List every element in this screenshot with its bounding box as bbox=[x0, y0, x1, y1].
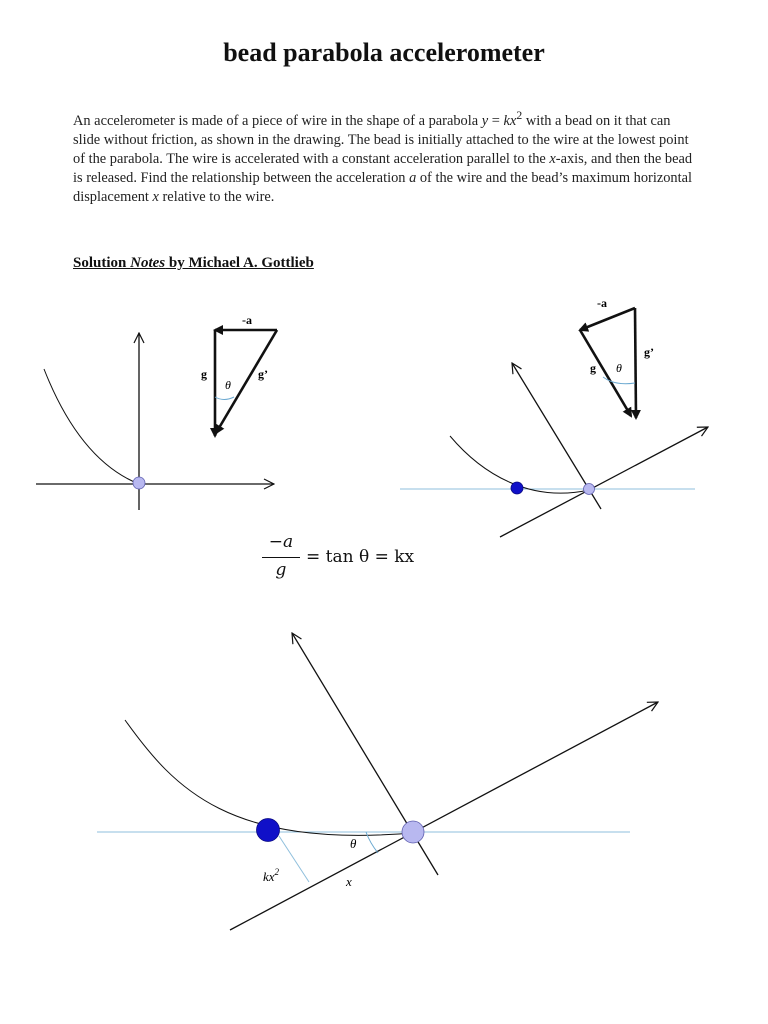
figure-rest bbox=[36, 313, 277, 510]
problem-text-1: An accelerometer is made of a piece of wire in the shape of a parabola bbox=[73, 112, 482, 129]
vector-g-prime-2 bbox=[580, 330, 631, 416]
equation-numerator: −a bbox=[268, 532, 294, 552]
kx2-exponent: 2 bbox=[274, 867, 280, 877]
equals: = bbox=[488, 112, 504, 129]
problem-text-4: of the wire and the bead’s maximum horizontal displacement bbox=[73, 169, 693, 205]
label-g: g bbox=[201, 367, 207, 381]
var-x: x bbox=[152, 188, 159, 205]
vector-g-2 bbox=[635, 308, 636, 418]
label-neg-a-2: -a bbox=[597, 296, 607, 310]
page-title: bead parabola accelerometer bbox=[223, 38, 545, 67]
bead-origin bbox=[584, 484, 595, 495]
problem-text-3: -axis, and then the bead is released. Find the relationship between the acceleration bbox=[73, 150, 693, 186]
var-kx: kx bbox=[503, 112, 517, 129]
solution-author: by Michael A. Gottlieb bbox=[165, 255, 314, 271]
figure-detail bbox=[97, 633, 658, 930]
bead-displaced bbox=[511, 482, 523, 494]
vector-neg-a-2 bbox=[580, 308, 635, 330]
label-theta-large: θ bbox=[350, 836, 357, 851]
solution-prefix: Solution bbox=[73, 255, 131, 271]
tilted-x-axis bbox=[500, 427, 708, 537]
equation-rhs: = tan θ = kx bbox=[306, 547, 415, 567]
var-y: y bbox=[481, 112, 489, 129]
problem-text-5: relative to the wire. bbox=[158, 188, 275, 205]
solution-notes: Notes bbox=[130, 255, 166, 271]
figure-accelerated bbox=[400, 296, 708, 537]
equation-denominator: g bbox=[275, 560, 287, 580]
label-theta: θ bbox=[225, 378, 231, 392]
fraction-bar bbox=[262, 557, 300, 558]
theta-arc bbox=[215, 397, 234, 400]
exponent: 2 bbox=[516, 108, 523, 122]
label-neg-a: -a bbox=[242, 313, 252, 327]
problem-text-2: with a bead on it that can slide without friction, as shown in the drawing. The bead is initially attached to the wire at the lowest point of the parabola. The wire is accelerated with a constant acceleration parallel to the bbox=[73, 112, 689, 167]
parabola-curve bbox=[44, 369, 139, 484]
bead-origin-large bbox=[402, 821, 424, 843]
perpendicular-kx2 bbox=[279, 836, 309, 882]
tilted-x-axis-large bbox=[230, 702, 658, 930]
label-kx2 bbox=[263, 867, 280, 884]
label-g-prime-2: g’ bbox=[644, 345, 654, 359]
bead bbox=[133, 477, 145, 489]
parabola-large bbox=[125, 720, 413, 835]
var-a: a bbox=[409, 169, 417, 186]
var-x-axis: x bbox=[549, 150, 556, 167]
label-g-prime: g’ bbox=[258, 367, 268, 381]
kx2-base: kx bbox=[263, 869, 275, 884]
label-x-large: x bbox=[346, 874, 352, 889]
label-g-2: g bbox=[590, 361, 596, 375]
label-theta-2: θ bbox=[616, 361, 622, 375]
bead-displaced-large bbox=[257, 819, 280, 842]
